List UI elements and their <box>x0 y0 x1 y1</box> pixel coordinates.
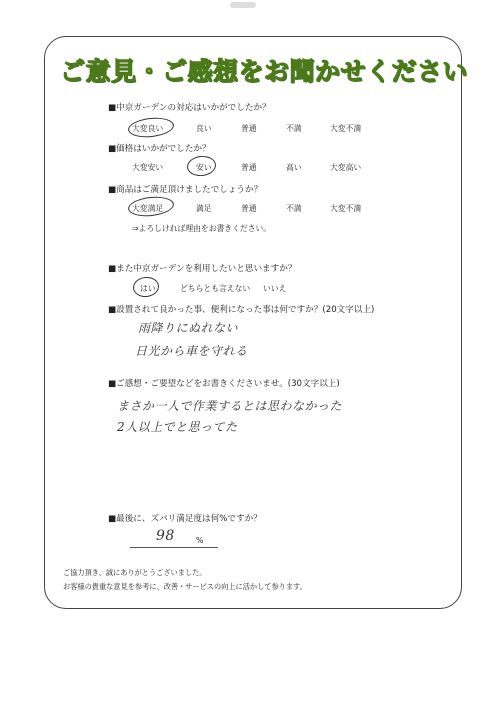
question-service: ■中京ガーデンの対応はいかがでしたか？ <box>108 103 271 113</box>
option-price-normal[interactable]: 普通 <box>241 163 257 172</box>
option-service-good[interactable]: 良い <box>196 124 212 133</box>
question-feedback: ■ご感想・ご要望などをお書きくださいませ。(30文字以上) <box>108 379 340 389</box>
satisfaction-answer: 98 <box>156 528 175 544</box>
question-price: ■価格はいかがでしたか？ <box>108 144 211 154</box>
option-product-bad[interactable]: 不満 <box>286 204 302 213</box>
option-service-normal[interactable]: 普通 <box>241 124 257 133</box>
option-price-cheap[interactable]: 安い <box>196 163 212 172</box>
option-service-very-bad[interactable]: 大変不満 <box>330 124 362 133</box>
handwritten-answer: 雨降りにぬれない <box>138 321 239 335</box>
option-price-expensive[interactable]: 高い <box>286 163 302 172</box>
option-reuse-neither[interactable]: どちらとも言えない <box>180 284 251 293</box>
answer-underline <box>130 547 218 548</box>
question-reuse: ■また中京ガーデンを利用したいと思いますか？ <box>108 264 297 274</box>
option-price-very-cheap[interactable]: 大変安い <box>132 163 164 172</box>
option-price-very-expensive[interactable]: 大変高い <box>330 163 362 172</box>
question-product: ■商品はご満足頂けましたでしょうか？ <box>108 185 263 195</box>
form-title: ご意見・ご感想をお聞かせください <box>60 57 469 86</box>
footer-message: お客様の貴重な意見を参考に、改善・サービスの向上に活かして参ります。 <box>63 582 307 591</box>
question-satisfaction: ■最後に、ズバリ満足度は何%ですか？ <box>108 514 262 524</box>
option-product-very-satisfied[interactable]: 大変満足 <box>132 204 164 213</box>
scan-mark <box>230 2 256 8</box>
option-product-satisfied[interactable]: 満足 <box>196 204 212 213</box>
option-reuse-no[interactable]: いいえ <box>263 284 287 293</box>
reason-note: ⇒よろしければ理由をお書きください。 <box>132 224 272 233</box>
option-product-normal[interactable]: 普通 <box>241 204 257 213</box>
option-service-bad[interactable]: 不満 <box>286 124 302 133</box>
percent-unit: % <box>196 536 204 545</box>
footer-thanks: ご協力頂き、誠にありがとうございました。 <box>63 568 207 577</box>
handwritten-answer: 2人以上でと思ってた <box>117 420 238 434</box>
handwritten-answer: まさか一人で作業するとは思わなかった <box>117 399 343 413</box>
handwritten-answer: 日光から車を守れる <box>135 344 248 358</box>
option-product-very-bad[interactable]: 大変不満 <box>330 204 362 213</box>
option-service-very-good[interactable]: 大変良い <box>132 124 164 133</box>
question-benefit: ■設置されて良かった事、便利になった事は何ですか？(20文字以上) <box>108 305 375 315</box>
option-reuse-yes[interactable]: はい <box>140 284 156 293</box>
